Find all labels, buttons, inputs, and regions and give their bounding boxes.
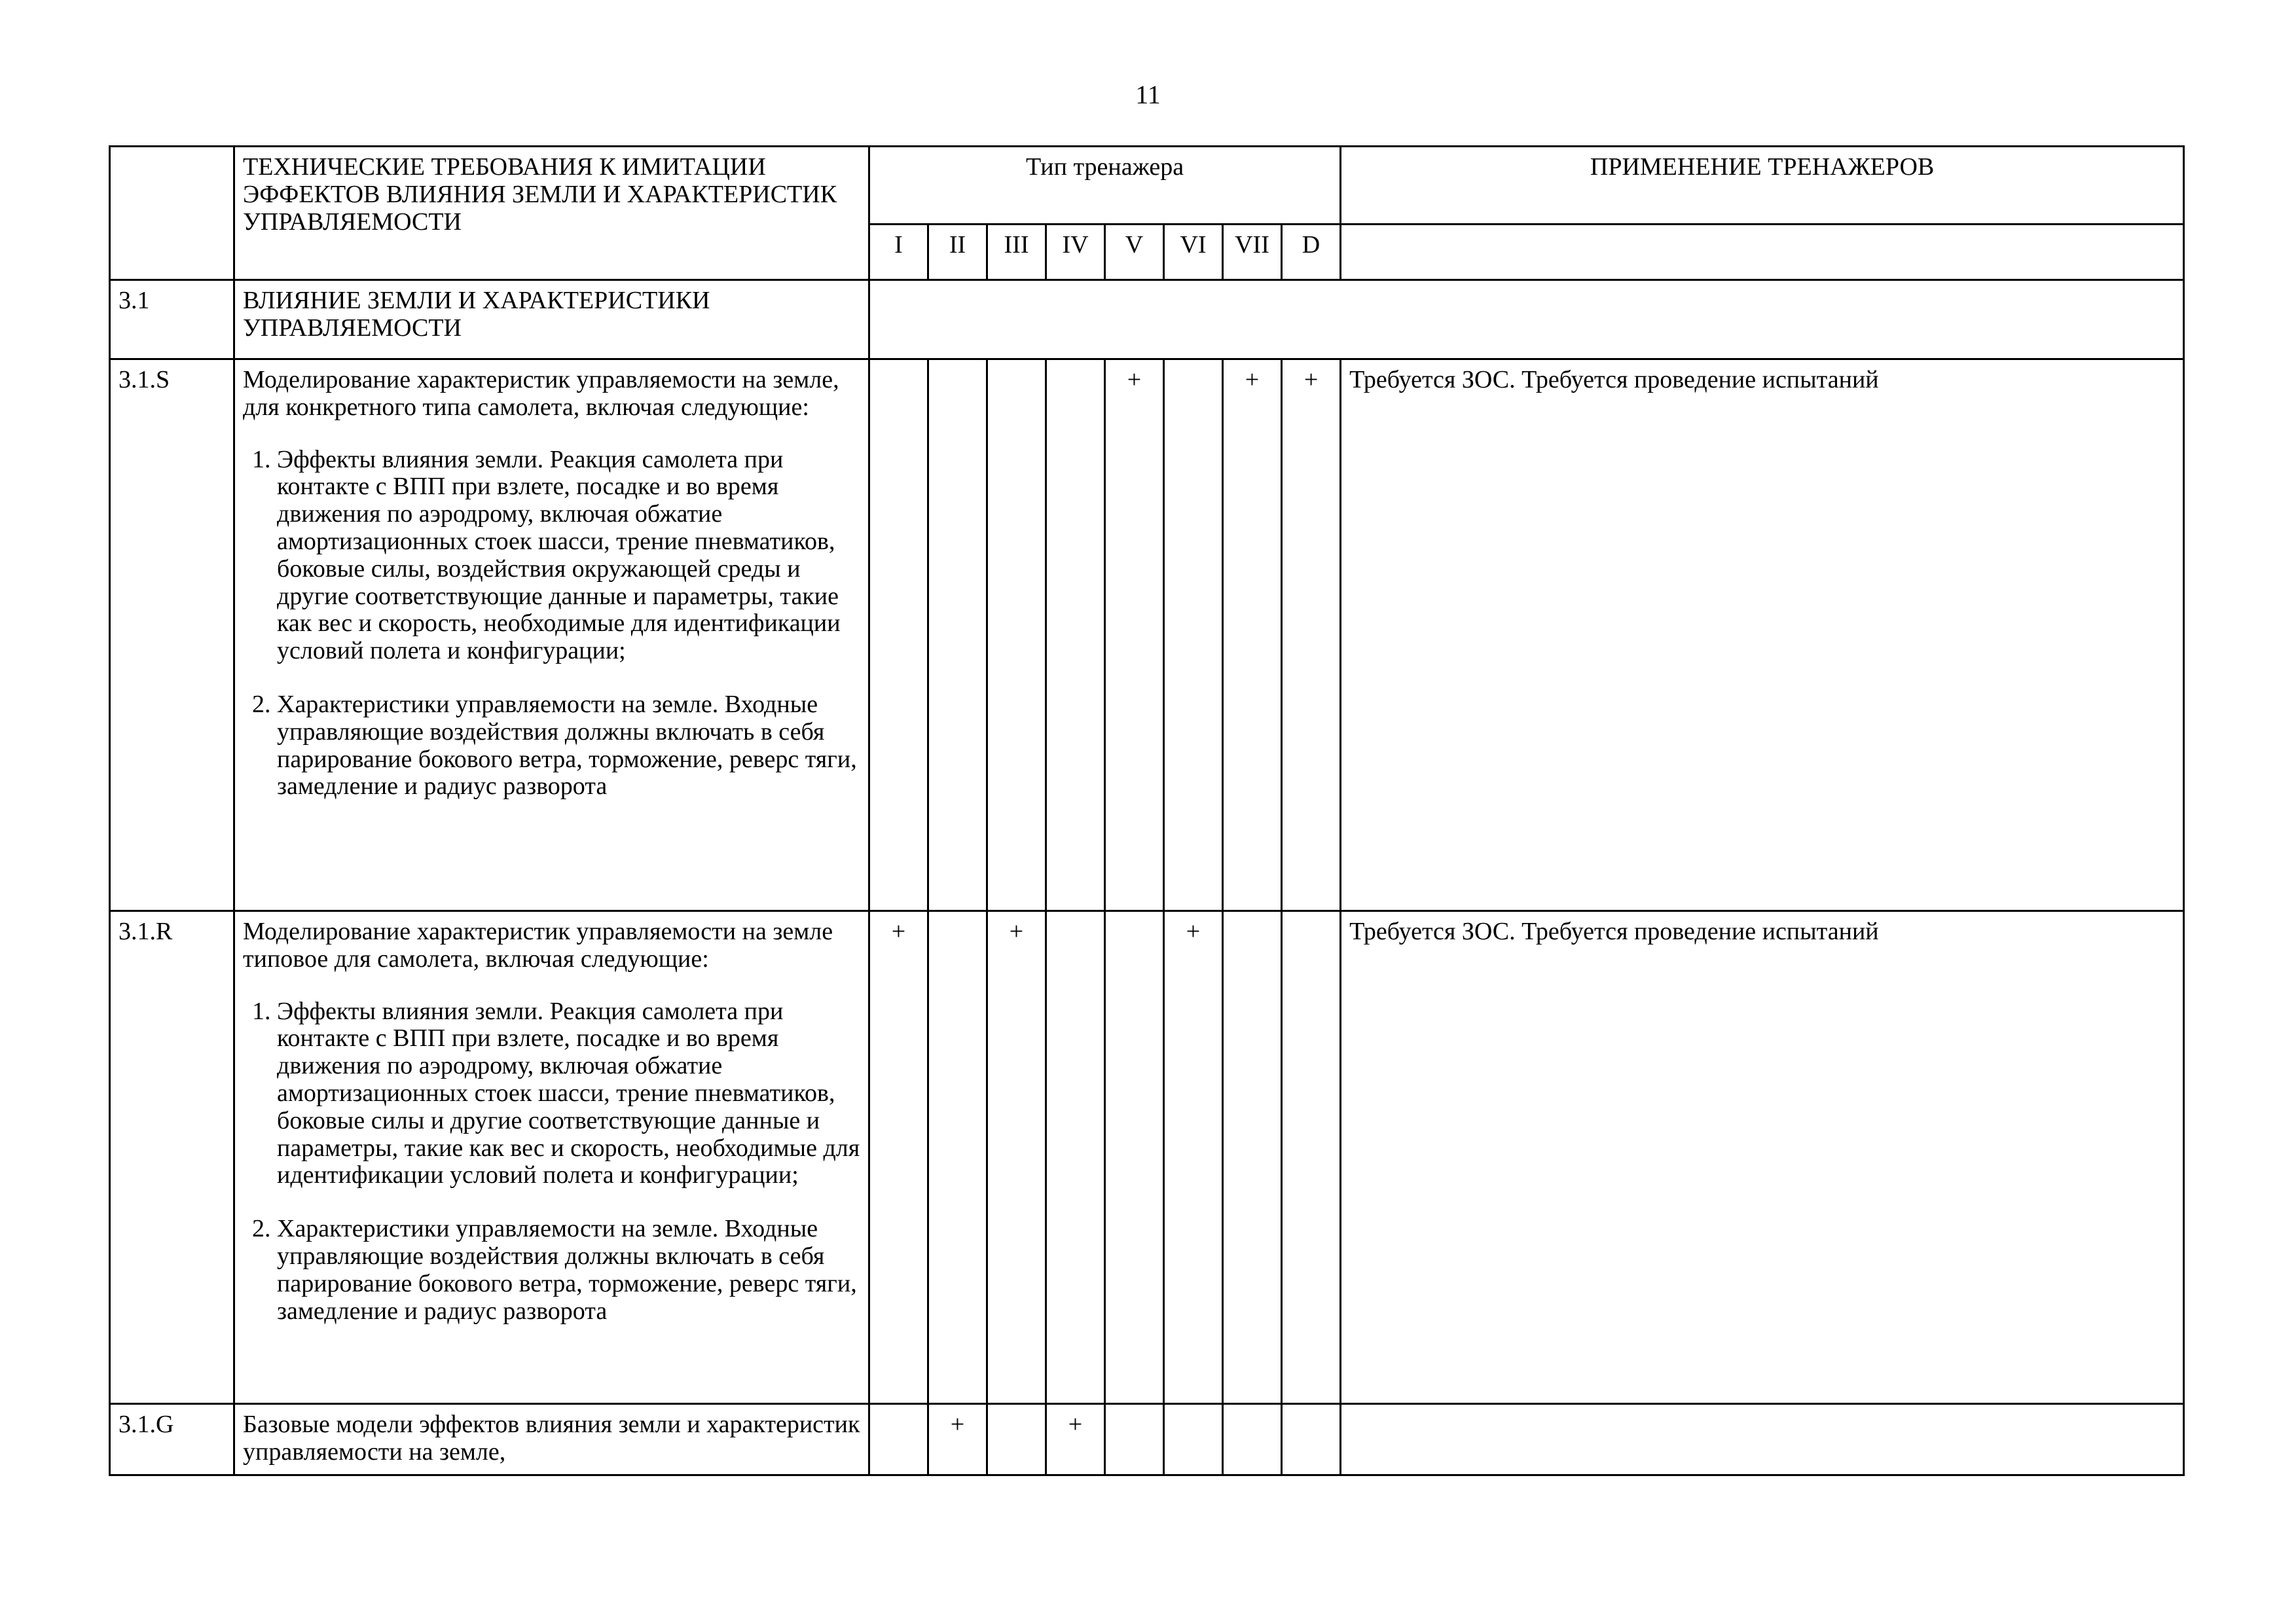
type-mark [928,911,987,1404]
type-mark: + [1046,1404,1105,1475]
type-mark [1105,911,1164,1404]
row-number: 3.1.S [110,359,234,911]
type-mark [987,1404,1046,1475]
type-mark [1164,1404,1223,1475]
type-mark [1282,911,1341,1404]
type-mark [987,359,1046,911]
section-row [110,280,2184,359]
type-label: D [1282,225,1341,280]
application-cell: Требуется ЗОС. Требуется проведение испытаний [1341,911,2184,1404]
list-item: 2. Характеристики управляемости на земле. Входные управляющие воздействия должны включать в себя парирование бокового ветра, торможение, реверс тяги, замедление и радиус разворота [277,1216,860,1325]
requirement-cell [234,359,869,911]
application-cell: Требуется ЗОС. Требуется проведение испытаний [1341,359,2184,911]
header-row [110,147,2184,225]
type-mark [1282,1404,1341,1475]
header-title: ТЕХНИЧЕСКИЕ ТРЕБОВАНИЯ К ИМИТАЦИИ ЭФФЕКТОВ ВЛИЯНИЯ ЗЕМЛИ И ХАРАКТЕРИСТИК УПРАВЛЯЕМОСТИ [234,147,869,280]
table-row [110,911,2184,1404]
type-mark [869,359,928,911]
section-title: ВЛИЯНИЕ ЗЕМЛИ И ХАРАКТЕРИСТИКИ УПРАВЛЯЕМОСТИ [234,280,869,359]
type-label: VI [1164,225,1223,280]
requirement-list [243,998,860,1326]
type-mark [1223,911,1282,1404]
table-row [110,359,2184,911]
type-mark [1164,359,1223,911]
type-mark [869,1404,928,1475]
type-label: I [869,225,928,280]
type-mark: + [869,911,928,1404]
type-mark [928,359,987,911]
simulator-type-heading: Тип тренажера [869,147,1341,225]
type-label: IV [1046,225,1105,280]
list-item: 2. Характеристики управляемости на земле. Входные управляющие воздействия должны включать в себя парирование бокового ветра, торможение, реверс тяги, замедление и радиус разворота [277,691,860,801]
application-cell [1341,1404,2184,1475]
list-item: 1. Эффекты влияния земли. Реакция самолета при контакте с ВПП при взлете, посадке и во время движения по аэродрому, включая обжатие амортизационных стоек шасси, трение пневматиков, боковые силы и другие соответствующие данные и параметры, такие как вес и скорость, необходимые для идентификации условий полета и конфигурации; [277,998,860,1190]
header-number-cell [110,147,234,280]
type-mark: + [1282,359,1341,911]
requirement-list [243,446,860,801]
application-subheader [1341,225,2184,280]
row-number: 3.1.G [110,1404,234,1475]
type-mark [1223,1404,1282,1475]
type-mark: + [987,911,1046,1404]
requirement-intro: Моделирование характеристик управляемости на земле типовое для самолета, включая следующие: [243,918,833,973]
type-mark [1046,359,1105,911]
section-number: 3.1 [110,280,234,359]
requirement-intro: Базовые модели эффектов влияния земли и характеристик управляемости на земле, [234,1404,869,1475]
type-mark: + [1223,359,1282,911]
type-mark: + [1105,359,1164,911]
page-number: 11 [1135,80,1161,109]
type-label: II [928,225,987,280]
section-empty-cell [869,280,2184,359]
type-label: V [1105,225,1164,280]
type-mark [1105,1404,1164,1475]
table-row [110,1404,2184,1475]
row-number: 3.1.R [110,911,234,1404]
type-mark: + [1164,911,1223,1404]
type-label: VII [1223,225,1282,280]
requirement-cell [234,911,869,1404]
requirements-table [109,145,2185,1476]
type-label: III [987,225,1046,280]
type-mark [1046,911,1105,1404]
requirement-intro: Моделирование характеристик управляемости на земле, для конкретного типа самолета, включая следующие: [243,366,839,421]
type-mark: + [928,1404,987,1475]
list-item: 1. Эффекты влияния земли. Реакция самолета при контакте с ВПП при взлете, посадке и во время движения по аэродрому, включая обжатие амортизационных стоек шасси, трение пневматиков, боковые силы, воздействия окружающей среды и другие соответствующие данные и параметры, такие как вес и скорость, необходимые для идентификации условий полета и конфигурации; [277,446,860,665]
application-heading: ПРИМЕНЕНИЕ ТРЕНАЖЕРОВ [1341,147,2184,225]
